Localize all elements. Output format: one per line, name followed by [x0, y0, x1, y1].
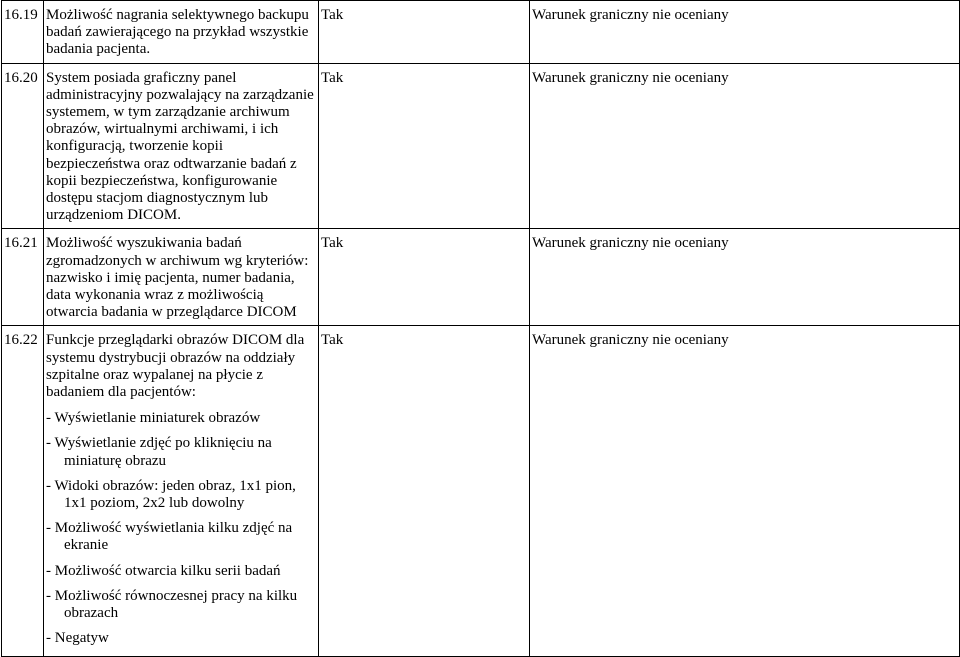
row-number: 16.19	[4, 7, 38, 23]
table-row	[2, 326, 960, 657]
description-intro: Funkcje przeglądarki obrazów DICOM dla systemu dystrybucji obrazów na oddziały szpitalne oraz wypalanej na płycie z badaniem dla pacjentów:	[46, 332, 305, 401]
table-row	[2, 1, 960, 64]
list-item: - Wyświetlanie miniaturek obrazów	[46, 410, 261, 427]
list-item: - Negatyw	[46, 630, 109, 647]
note-text: Warunek graniczny nie oceniany	[532, 7, 729, 23]
note-cell	[530, 1, 960, 64]
row-number: 16.21	[4, 235, 38, 252]
table-row	[2, 63, 960, 229]
value-cell	[319, 1, 530, 64]
row-number: 16.20	[4, 69, 38, 86]
row-number-cell	[2, 326, 44, 657]
note-text: Warunek graniczny nie oceniany	[532, 235, 729, 252]
value-text: Tak	[321, 235, 344, 252]
note-text: Warunek graniczny nie oceniany	[532, 332, 729, 349]
value-text: Tak	[321, 69, 344, 86]
value-cell	[319, 229, 530, 326]
feature-list	[46, 410, 316, 647]
list-item: - Możliwość otwarcia kilku serii badań	[46, 562, 281, 579]
note-cell	[530, 63, 960, 229]
value-text: Tak	[321, 7, 344, 23]
value-cell	[319, 63, 530, 229]
value-text: Tak	[321, 332, 344, 349]
note-cell	[530, 326, 960, 657]
row-number: 16.22	[4, 332, 38, 349]
list-item: - Możliwość równoczesnej pracy na kilku obrazach	[46, 587, 298, 622]
note-cell	[530, 229, 960, 326]
requirements-table	[1, 0, 960, 657]
description-cell: Możliwość nagrania selektywnego backupu badań zawierającego na przykład wszystkie badania pacjenta.	[44, 1, 319, 64]
list-item: - Widoki obrazów: jeden obraz, 1x1 pion, 1x1 poziom, 2x2 lub dowolny	[46, 477, 296, 512]
description-cell	[44, 326, 319, 657]
row-number-cell	[2, 229, 44, 326]
row-number-cell	[2, 1, 44, 64]
table-row	[2, 229, 960, 326]
list-item: - Wyświetlanie zdjęć po kliknięciu na miniaturę obrazu	[46, 435, 272, 469]
note-text: Warunek graniczny nie oceniany	[532, 69, 729, 86]
row-number-cell	[2, 63, 44, 229]
value-cell	[319, 326, 530, 657]
description-cell: System posiada graficzny panel administracyjny pozwalający na zarządzanie systemem, w tym zarządzanie archiwum obrazów, wirtualnymi archiwami, i ich konfiguracją, tworzenie kopii bezpieczeństwa oraz odtwarzanie badań z kopii bezpieczeństwa, konfigurowanie dostępu stacjom diagnostycznym lub urządzeniom DICOM.	[44, 63, 319, 229]
description-cell: Możliwość wyszukiwania badań zgromadzonych w archiwum wg kryteriów: nazwisko i imię pacjenta, numer badania, data wykonania wraz z możliwością otwarcia badania w przeglądarce DICOM	[44, 229, 319, 326]
list-item: - Możliwość wyświetlania kilku zdjęć na ekranie	[46, 520, 293, 554]
